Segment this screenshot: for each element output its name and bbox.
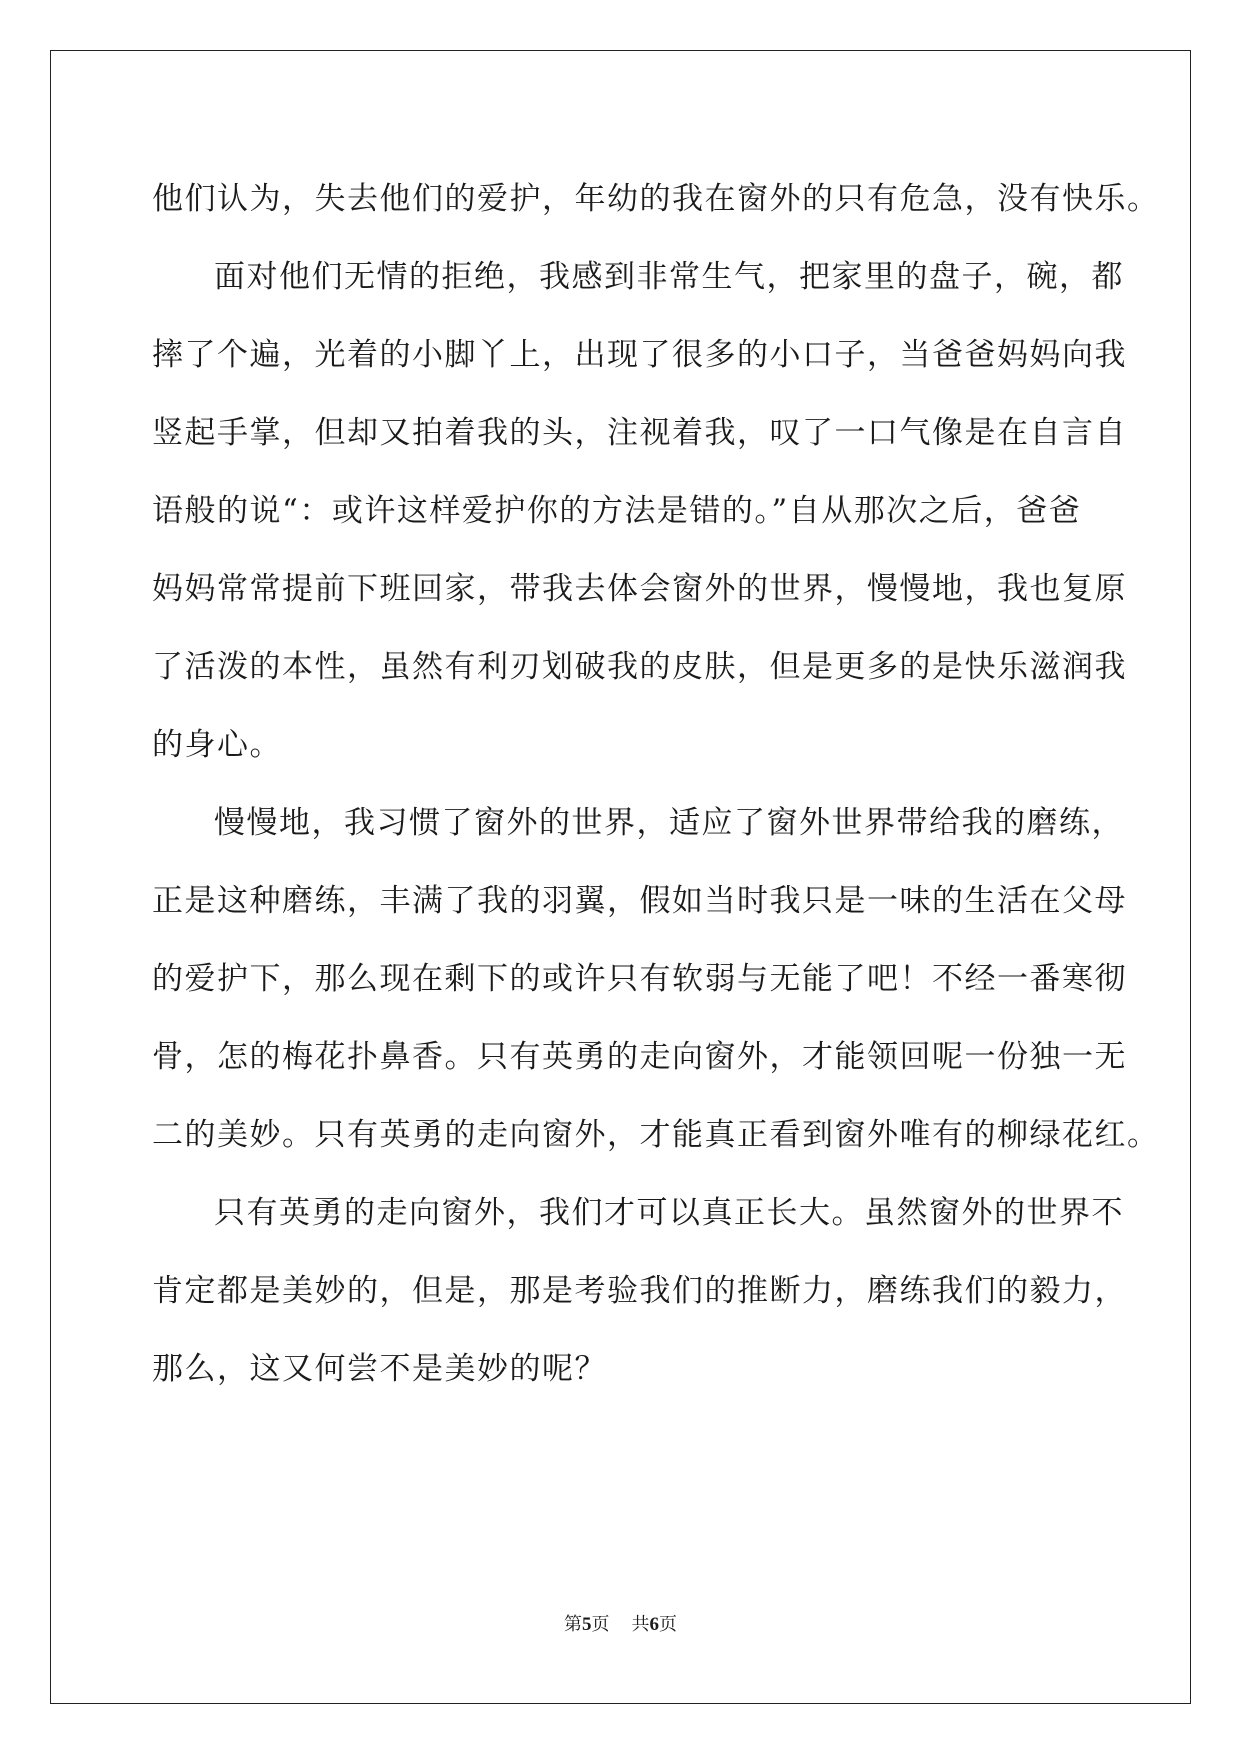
page-footer — [0, 1613, 1241, 1637]
page-prefix: 第 — [564, 1614, 582, 1635]
page-suffix: 页 — [591, 1614, 610, 1635]
text-line: 的身心。 — [152, 727, 282, 763]
text-line: 竖起手掌，但却又拍着我的头，注视着我，叹了一口气像是在自言自 — [152, 415, 1127, 451]
text-line: 二的美妙。只有英勇的走向窗外，才能真正看到窗外唯有的柳绿花红。 — [152, 1117, 1160, 1153]
text-line: 的爱护下，那么现在剩下的或许只有软弱与无能了吧！不经一番寒彻 — [152, 961, 1127, 997]
text-line: 妈妈常常提前下班回家，带我去体会窗外的世界，慢慢地，我也复原 — [152, 571, 1127, 607]
paragraph-first-line: 面对他们无情的拒绝，我感到非常生气，把家里的盘子，碗，都 — [214, 259, 1124, 295]
text-line: 了活泼的本性，虽然有利刃划破我的皮肤，但是更多的是快乐滋润我 — [152, 649, 1127, 685]
paragraph-first-line: 只有英勇的走向窗外，我们才可以真正长大。虽然窗外的世界不 — [214, 1195, 1124, 1231]
total-page-number: 6 — [649, 1614, 659, 1635]
document-body — [152, 160, 1160, 1408]
text-line: 正是这种磨练，丰满了我的羽翼，假如当时我只是一味的生活在父母 — [152, 883, 1127, 919]
text-line: 那么，这又何尝不是美妙的呢？ — [152, 1351, 607, 1387]
text-line: 语般的说“：或许这样爱护你的方法是错的。”自从那次之后，爸爸 — [152, 493, 1082, 529]
total-prefix: 共 — [631, 1614, 650, 1635]
text-line: 肯定都是美妙的，但是，那是考验我们的推断力，磨练我们的毅力， — [152, 1273, 1127, 1309]
current-page-number: 5 — [582, 1614, 592, 1635]
text-line: 摔了个遍，光着的小脚丫上，出现了很多的小口子，当爸爸妈妈向我 — [152, 337, 1127, 373]
paragraph-first-line: 慢慢地，我习惯了窗外的世界，适应了窗外世界带给我的磨练， — [214, 805, 1124, 841]
total-suffix: 页 — [659, 1614, 677, 1635]
text-line: 他们认为，失去他们的爱护，年幼的我在窗外的只有危急，没有快乐。 — [152, 181, 1160, 217]
text-line: 骨，怎的梅花扑鼻香。只有英勇的走向窗外，才能领回呢一份独一无 — [152, 1039, 1127, 1075]
